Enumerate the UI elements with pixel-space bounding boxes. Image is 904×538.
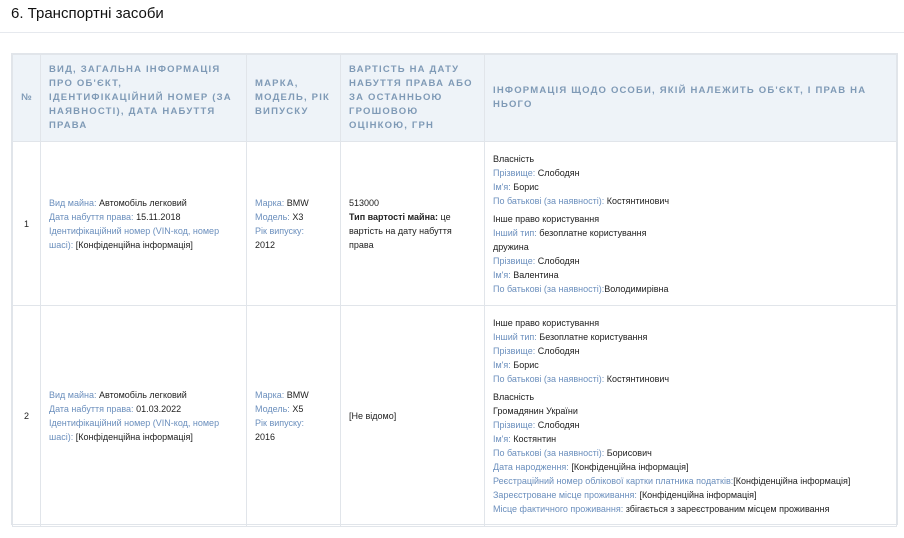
other-type-label: Інший тип: — [493, 332, 537, 342]
table-row — [13, 306, 897, 527]
vin-value: [Конфіденційна інформація] — [75, 239, 193, 250]
surname-label: Прізвище: — [493, 167, 536, 178]
owner-rights-cell — [485, 142, 897, 306]
vin-value: [Конфіденційна інформація] — [75, 432, 193, 442]
value-type-label: Тип вартості майна: — [349, 211, 439, 222]
name-label: Ім'я: — [493, 360, 511, 370]
name-label: Ім'я: — [493, 434, 511, 444]
surname-value: Слободян — [537, 255, 580, 266]
tax-id-value: [Конфіденційна інформація] — [733, 476, 851, 486]
value-cell — [341, 142, 485, 306]
actual-address-label: Місце фактичного проживання: — [493, 504, 624, 514]
other-type-value: Безоплатне користування — [539, 332, 648, 342]
other-type-label: Інший тип: — [493, 227, 537, 238]
value-amount: [Не відомо] — [349, 411, 397, 421]
owner-rights-cell — [485, 306, 897, 527]
value-cell — [341, 306, 485, 527]
brand-model-cell — [247, 142, 341, 306]
name-value: Борис — [513, 181, 539, 192]
kind-label: Вид майна: — [49, 390, 97, 400]
right-block — [493, 152, 888, 208]
patronymic-label: По батькові (за наявності): — [493, 283, 605, 294]
right-heading: Власність — [493, 392, 535, 402]
right-block — [493, 390, 888, 516]
right-block — [493, 316, 888, 386]
header-owner-rights: ІНФОРМАЦІЯ ЩОДО ОСОБИ, ЯКІЙ НАЛЕЖИТЬ ОБ'ЄКТ, І ПРАВ НА НЬОГО — [485, 55, 897, 142]
value-amount: 513000 — [349, 197, 380, 208]
header-general-info: ВИД, ЗАГАЛЬНА ІНФОРМАЦІЯ ПРО ОБ'ЄКТ, ІДЕНТИФІКАЦІЙНИЙ НОМЕР (ЗА НАЯВНОСТІ), ДАТА НАБУТТЯ ПРАВА — [41, 55, 247, 142]
name-value: Костянтин — [513, 434, 557, 444]
kind-label: Вид майна: — [49, 197, 97, 208]
header-number: № — [13, 55, 41, 142]
year-label: Рік випуску: — [255, 225, 305, 236]
patronymic-value: Володимирівна — [604, 283, 669, 294]
reg-address-label: Зареєстроване місце проживання: — [493, 490, 637, 500]
surname-label: Прізвище: — [493, 255, 536, 266]
right-heading: Власність — [493, 153, 535, 164]
right-heading: Інше право користування — [493, 213, 600, 224]
patronymic-value: Костянтинович — [606, 195, 670, 206]
kind-value: Автомобіль легковий — [99, 390, 187, 400]
year-value: 2012 — [255, 239, 276, 250]
acq-date-label: Дата набуття права: — [49, 404, 134, 414]
row-number: 2 — [13, 306, 41, 527]
year-label: Рік випуску: — [255, 418, 305, 428]
surname-value: Слободян — [537, 420, 580, 430]
right-heading: Інше право користування — [493, 318, 600, 328]
surname-label: Прізвище: — [493, 420, 536, 430]
vin-label: Ідентифікаційний номер (VIN-код, номер шасі): — [49, 225, 220, 250]
header-value: ВАРТІСТЬ НА ДАТУ НАБУТТЯ ПРАВА АБО ЗА ОСТАННЬОЮ ГРОШОВОЮ ОЦІНКОЮ, ГРН — [341, 55, 485, 142]
right-block — [493, 212, 888, 296]
brand-value: BMW — [286, 197, 309, 208]
brand-label: Марка: — [255, 390, 285, 400]
birth-date-value: [Конфіденційна інформація] — [571, 462, 689, 472]
brand-value: BMW — [286, 390, 309, 400]
model-label: Модель: — [255, 211, 290, 222]
title-divider — [0, 32, 904, 33]
actual-address-value: збігається з зареєстрованим місцем проживання — [625, 504, 830, 514]
model-value: X5 — [292, 404, 304, 414]
model-value: X3 — [292, 211, 304, 222]
model-label: Модель: — [255, 404, 290, 414]
vehicles-table — [11, 53, 898, 525]
name-label: Ім'я: — [493, 181, 511, 192]
other-type-value: безоплатне користування дружина — [493, 227, 647, 252]
year-value: 2016 — [255, 432, 276, 442]
patronymic-label: По батькові (за наявності): — [493, 448, 605, 458]
citizenship-value: Громадянин України — [493, 406, 578, 416]
patronymic-value: Борисович — [606, 448, 652, 458]
acq-date-label: Дата набуття права: — [49, 211, 134, 222]
reg-address-value: [Конфіденційна інформація] — [639, 490, 757, 500]
vin-label: Ідентифікаційний номер (VIN-код, номер шасі): — [49, 418, 220, 442]
name-value: Борис — [513, 360, 539, 370]
brand-label: Марка: — [255, 197, 285, 208]
general-info-cell — [41, 142, 247, 306]
patronymic-label: По батькові (за наявності): — [493, 374, 605, 384]
surname-value: Слободян — [537, 346, 580, 356]
acq-date-value: 15.11.2018 — [136, 211, 181, 222]
brand-model-cell — [247, 306, 341, 527]
patronymic-label: По батькові (за наявності): — [493, 195, 605, 206]
kind-value: Автомобіль легковий — [99, 197, 187, 208]
row-number: 1 — [13, 142, 41, 306]
surname-label: Прізвище: — [493, 346, 536, 356]
general-info-cell — [41, 306, 247, 527]
name-value: Валентина — [513, 269, 559, 280]
table-header-row — [13, 55, 897, 142]
section-title: 6. Транспортні засоби — [11, 5, 164, 22]
surname-value: Слободян — [537, 167, 580, 178]
acq-date-value: 01.03.2022 — [136, 404, 182, 414]
patronymic-value: Костянтинович — [606, 374, 670, 384]
birth-date-label: Дата народження: — [493, 462, 569, 472]
name-label: Ім'я: — [493, 269, 511, 280]
table-row — [13, 142, 897, 306]
tax-id-label: Реєстраційний номер облікової картки платника податків: — [493, 476, 734, 486]
header-brand-model-year: МАРКА, МОДЕЛЬ, РІК ВИПУСКУ — [247, 55, 341, 142]
value-type-value: це вартість на дату набуття права — [349, 211, 452, 250]
